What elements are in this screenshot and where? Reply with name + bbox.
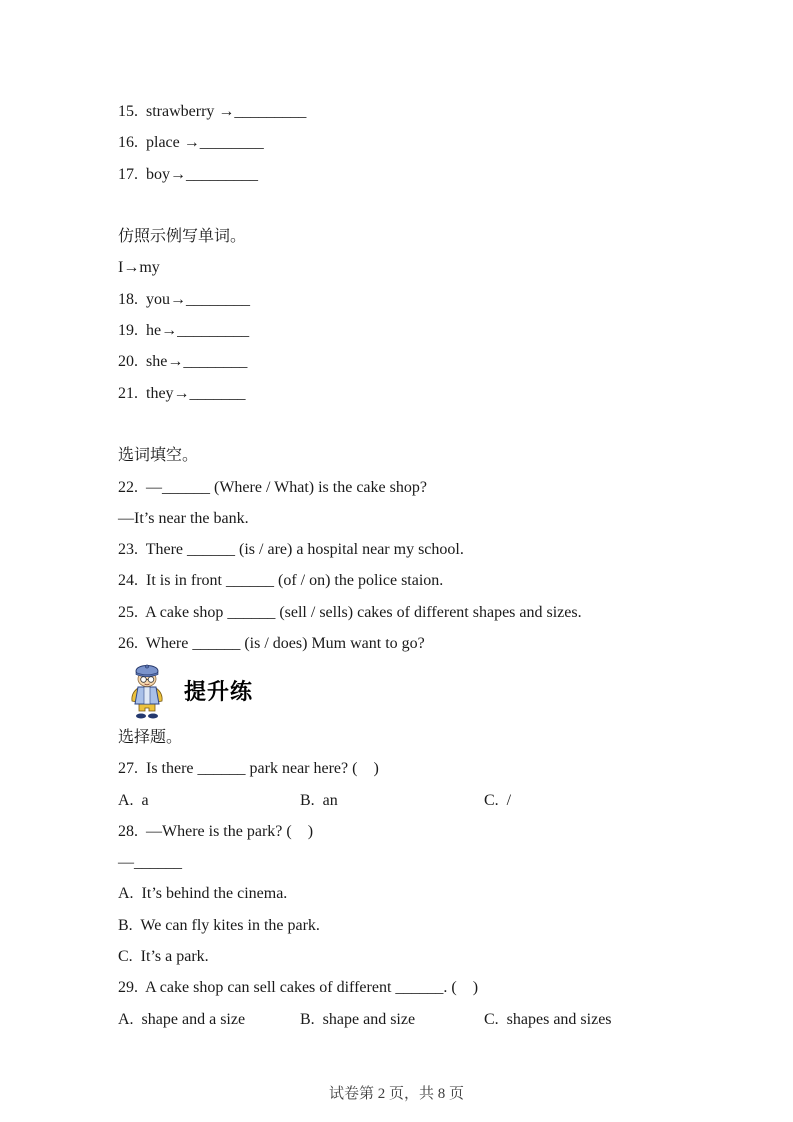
option-cell: B. an [300,791,338,809]
option-cell: A. shape and a size [118,1010,246,1028]
document-line: 22. —______ (Where / What) is the cake shop? [118,478,427,496]
page-footer: 试卷第 2 页，共 8 页 [328,1086,464,1102]
document-line: 24. It is in front ______ (of / on) the police staion. [118,572,444,590]
document-line: B. We can fly kites in the park. [118,916,320,934]
document-line: 15. strawberry →_________ [118,103,307,120]
option-cell: C. shapes and sizes [484,1010,612,1028]
document-line: —It’s near the bank. [118,509,249,527]
option-cell: C. / [484,791,512,809]
document-line: 选择题。 [118,728,183,746]
document-content [118,96,678,1035]
document-line: 29. A cake shop can sell cakes of different ______. ( ) [118,979,479,997]
options-row [118,1004,678,1035]
option-cell: A. a [118,791,149,809]
document-line: 23. There ______ (is / are) a hospital near my school. [118,541,464,559]
document-line: 仿照示例写单词。 [118,228,247,246]
document-line: —______ [118,854,182,872]
document-line: 选词填空。 [118,447,199,465]
document-line: 19. he→_________ [118,322,250,340]
document-line: 18. you→________ [118,290,250,308]
document-line: I→my [118,259,160,277]
banner-title: 提升练 [184,679,254,705]
document-line: A. It’s behind the cinema. [118,885,288,903]
document-line: 21. they→_______ [118,384,246,402]
document-line: 27. Is there ______ park near here? ( ) [118,760,379,778]
document-line: 25. A cake shop ______ (sell / sells) cakes of different shapes and sizes. [118,603,582,621]
blank-line [118,409,678,440]
document-line: 20. she→________ [118,353,248,371]
boy-student-icon [128,663,166,719]
document-line: 16. place →________ [118,134,264,152]
document-line: C. It’s a park. [118,948,209,966]
practice-banner [118,659,678,722]
document-line: 17. boy→_________ [118,165,258,183]
blank-line [118,190,678,221]
document-line: 28. —Where is the park? ( ) [118,822,314,840]
document-line: 26. Where ______ (is / does) Mum want to go? [118,635,425,653]
option-cell: B. shape and size [300,1010,416,1028]
options-row [118,785,678,816]
